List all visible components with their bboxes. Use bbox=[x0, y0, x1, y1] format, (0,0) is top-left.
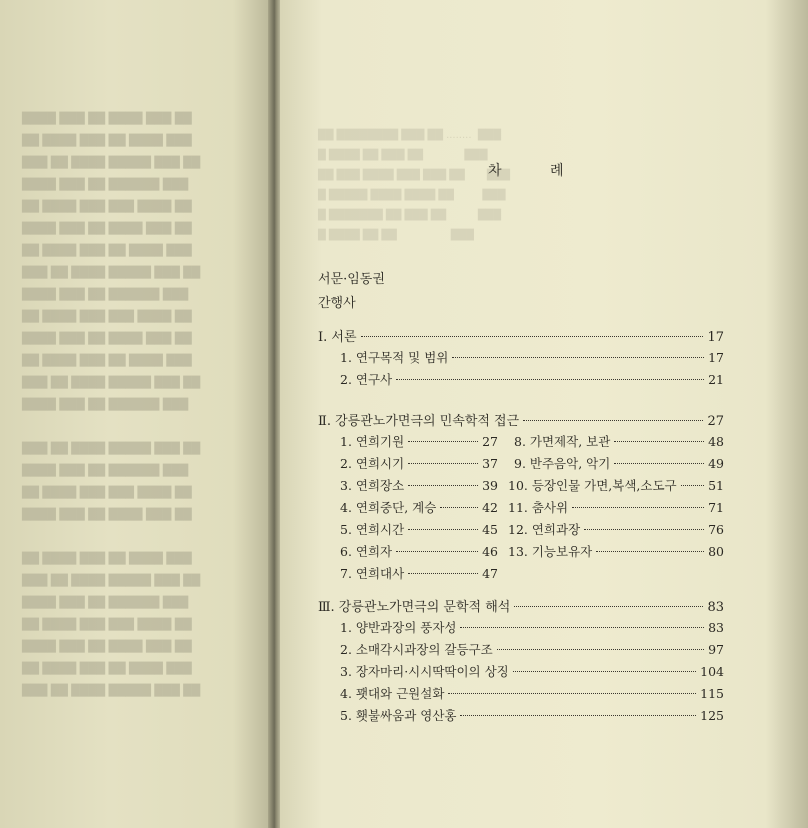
toc-item[interactable] bbox=[508, 476, 724, 496]
leader-dots bbox=[408, 529, 478, 530]
page-number: 83 bbox=[708, 620, 724, 635]
page-number: 51 bbox=[708, 478, 724, 493]
item-title: 11. 춤사위 bbox=[508, 500, 569, 515]
page-number: 80 bbox=[708, 544, 724, 559]
page-number: 17 bbox=[708, 350, 724, 365]
toc-item[interactable] bbox=[340, 432, 498, 452]
chapter-title: Ⅲ. 강릉관노가면극의 문학적 해석 bbox=[318, 600, 511, 615]
toc-item[interactable] bbox=[508, 498, 724, 518]
leader-dots bbox=[523, 420, 703, 421]
page-number: 45 bbox=[482, 522, 498, 537]
leader-dots bbox=[408, 573, 478, 574]
toc-item[interactable] bbox=[340, 498, 498, 518]
item-title: 4. 꽷대와 근원설화 bbox=[340, 686, 445, 701]
toc-item[interactable] bbox=[508, 520, 724, 540]
toc-title: 차 례 bbox=[488, 163, 586, 179]
leader-dots bbox=[408, 485, 478, 486]
page-number: 97 bbox=[708, 642, 724, 657]
leader-dots bbox=[460, 715, 696, 716]
toc-chapter-1[interactable] bbox=[318, 326, 724, 346]
page-number: 47 bbox=[482, 566, 498, 581]
toc-item[interactable] bbox=[340, 476, 498, 496]
right-page-bleed-through: ██ ████████ ███ ██ ........ ███ █ ████ ██ ███ ██ ███ ██ ███ ████ ███ ███ ██ ███ █ █████ ████ ████ ██ ███ █ ███████ ██ ███ ██ ███ █ ████ ██ ██ ███ bbox=[318, 130, 510, 241]
toc-item[interactable] bbox=[508, 542, 724, 562]
item-title: 1. 연희기원 bbox=[340, 434, 405, 449]
toc-item[interactable] bbox=[340, 684, 724, 704]
leader-dots bbox=[408, 441, 478, 442]
item-title: 3. 연희장소 bbox=[340, 478, 405, 493]
chapter-title: Ⅰ. 서론 bbox=[318, 330, 357, 345]
leader-dots bbox=[681, 485, 704, 486]
leader-dots bbox=[396, 379, 704, 380]
page-number: 125 bbox=[700, 708, 724, 723]
item-title: 4. 연희중단, 계승 bbox=[340, 500, 437, 515]
leader-dots bbox=[448, 693, 696, 694]
toc-item[interactable] bbox=[340, 640, 724, 660]
toc-item[interactable] bbox=[340, 348, 724, 368]
page-number: 17 bbox=[707, 330, 724, 345]
page-number: 76 bbox=[708, 522, 724, 537]
leader-dots bbox=[514, 606, 703, 607]
item-title: 2. 연희시기 bbox=[340, 456, 405, 471]
toc-chapter-2[interactable] bbox=[318, 410, 724, 430]
page-number: 83 bbox=[707, 600, 724, 615]
page-number: 27 bbox=[482, 434, 498, 449]
leader-dots bbox=[572, 507, 704, 508]
leader-dots bbox=[614, 441, 704, 442]
toc-item[interactable] bbox=[514, 454, 724, 474]
toc-item[interactable] bbox=[514, 432, 724, 452]
item-title: 1. 연구목적 및 범위 bbox=[340, 350, 449, 365]
toc-item[interactable] bbox=[340, 542, 498, 562]
item-title: 5. 횃불싸움과 영산홍 bbox=[340, 708, 457, 723]
leader-dots bbox=[513, 671, 696, 672]
leader-dots bbox=[396, 551, 478, 552]
toc-item[interactable] bbox=[340, 370, 724, 390]
leader-dots bbox=[614, 463, 704, 464]
toc-item[interactable] bbox=[340, 618, 724, 638]
item-title: 10. 등장인물 가면,복색,소도구 bbox=[508, 478, 677, 493]
item-title: 1. 양반과장의 풍자성 bbox=[340, 620, 457, 635]
leader-dots bbox=[460, 627, 704, 628]
page-number: 49 bbox=[708, 456, 724, 471]
front-matter-publication-note: 간행사 bbox=[318, 296, 356, 311]
toc-item[interactable] bbox=[340, 520, 498, 540]
left-page-bleed-through: ████ ███ ██ ████ ███ ██ ██ ████ ███ ██ ████ ███ ███ ██ ████ █████ ███ ██ ████ ███ ██ ██████ ███ ██ ████ ███ ███ ████ ██ ████ ███ ██ ████ ███ ██ ██ ████ ███ ██ ████ ███ ███ ██ ████ █████ ███ ██ ████ ███ ██ ██████ ███ ██ ████ ███ ███ ████ ██ ████ ███ ██ ████ ███ ██ ██ ████ ███ ██ ████ ███ ███ ██ ████ █████ ███ ██ ████ ███ ██ ██████ ███ ███ ██ ████ █████ ███ ██ ████ ███ ██ ██████ ███ ██ ████ ███ ███ ████ ██ ████ ███ ██ ████ ███ ██ ██ ████ ███ ██ ████ ███ ███ ██ ████ █████ ███ ██ ████ ███ ██ ██████ ███ ██ ████ ███ ███ ████ ██ ████ ███ ██ ████ ███ ██ ██ ████ ███ ██ ████ ███ ███ ██ ████ █████ ███ ██ bbox=[22, 112, 201, 697]
toc-item[interactable] bbox=[340, 564, 498, 584]
leader-dots bbox=[408, 463, 478, 464]
page-number: 48 bbox=[708, 434, 724, 449]
item-title: 6. 연희자 bbox=[340, 544, 393, 559]
item-title: 3. 장자마리·시시딱딱이의 상징 bbox=[340, 664, 509, 679]
leader-dots bbox=[584, 529, 704, 530]
leader-dots bbox=[452, 357, 704, 358]
toc-item[interactable] bbox=[340, 706, 724, 726]
item-title: 12. 연희과장 bbox=[508, 522, 581, 537]
item-title: 7. 연희대사 bbox=[340, 566, 405, 581]
item-title: 2. 소매각시과장의 갈등구조 bbox=[340, 642, 493, 657]
page-number: 46 bbox=[482, 544, 498, 559]
page-number: 39 bbox=[482, 478, 498, 493]
page-number: 27 bbox=[707, 414, 724, 429]
item-title: 5. 연희시간 bbox=[340, 522, 405, 537]
toc-item[interactable] bbox=[340, 454, 498, 474]
item-title: 2. 연구사 bbox=[340, 372, 393, 387]
leader-dots bbox=[440, 507, 478, 508]
page-number: 115 bbox=[700, 686, 724, 701]
item-title: 9. 반주음악, 악기 bbox=[514, 456, 611, 471]
item-title: 8. 가면제작, 보관 bbox=[514, 434, 611, 449]
toc-chapter-3[interactable] bbox=[318, 596, 724, 616]
front-matter-preface: 서문·임동권 bbox=[318, 272, 385, 287]
page-number: 71 bbox=[708, 500, 724, 515]
toc-item[interactable] bbox=[340, 662, 724, 682]
leader-dots bbox=[596, 551, 704, 552]
chapter-title: Ⅱ. 강릉관노가면극의 민속학적 접근 bbox=[318, 414, 520, 429]
page-number: 21 bbox=[708, 372, 724, 387]
page-number: 104 bbox=[700, 664, 724, 679]
leader-dots bbox=[497, 649, 704, 650]
item-title: 13. 기능보유자 bbox=[508, 544, 593, 559]
leader-dots bbox=[361, 336, 704, 337]
page-number: 42 bbox=[482, 500, 498, 515]
page-number: 37 bbox=[482, 456, 498, 471]
